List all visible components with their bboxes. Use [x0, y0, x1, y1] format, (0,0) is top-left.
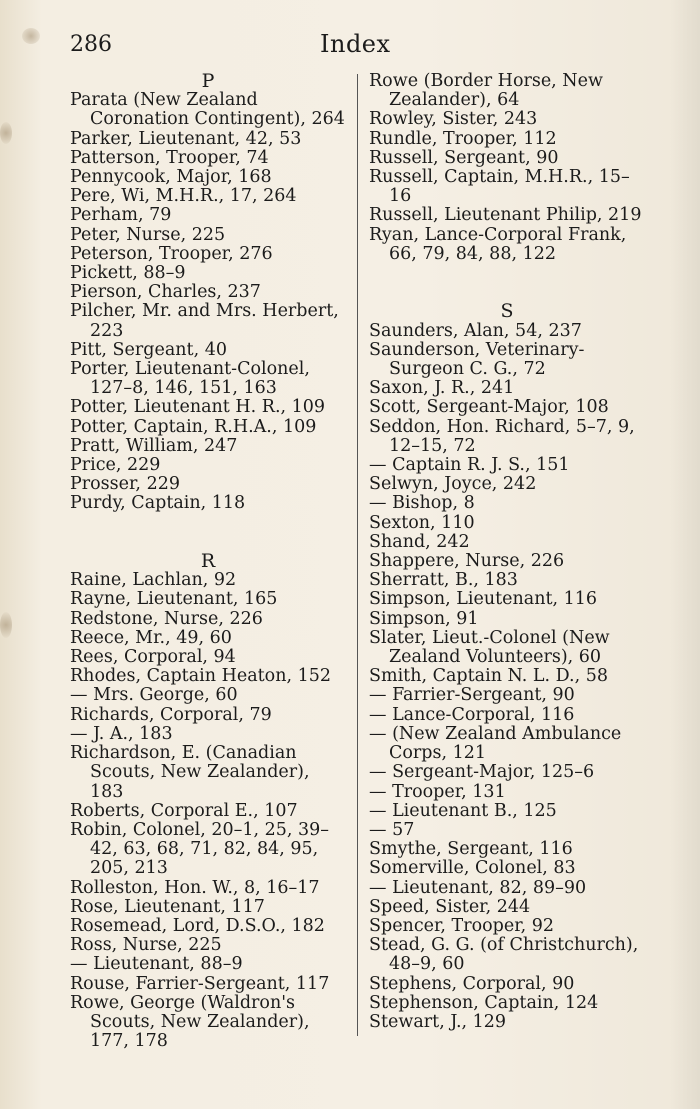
index-entry: Pilcher, Mr. and Mrs. Herbert, 223 [70, 301, 339, 341]
running-title: Index [320, 30, 391, 58]
index-entry: Price, 229 [70, 455, 161, 476]
index-entry: — Farrier-Sergeant, 90 [369, 685, 575, 706]
index-entry: Simpson, Lieutenant, 116 [369, 589, 598, 610]
index-entry: Russell, Sergeant, 90 [369, 147, 559, 168]
index-entry: Rolleston, Hon. W., 8, 16–17 [70, 877, 320, 898]
index-entry: Pere, Wi, M.H.R., 17, 264 [70, 186, 297, 207]
index-entry: — Sergeant-Major, 125–6 [369, 762, 595, 783]
index-entry: — Bishop, 8 [369, 493, 475, 514]
index-entry: — Lance-Corporal, 116 [369, 704, 575, 725]
index-entry: Redstone, Nurse, 226 [70, 608, 263, 629]
column-divider [357, 74, 358, 1036]
index-entry: — Lieutenant, 82, 89–90 [369, 877, 587, 898]
index-entry: Russell, Captain, M.H.R., 15–16 [369, 167, 630, 207]
index-entry: — J. A., 183 [70, 723, 173, 744]
index-entry: — Mrs. George, 60 [70, 685, 238, 706]
index-entry: Selwyn, Joyce, 242 [369, 474, 537, 495]
index-entry: Rundle, Trooper, 112 [369, 128, 557, 149]
index-entry: Shand, 242 [369, 531, 470, 552]
index-entry: Rowe, George (Waldron's Scouts, New Zealander), 177, 178 [70, 992, 310, 1052]
index-entry: Prosser, 229 [70, 474, 180, 495]
index-entry: Sherratt, B., 183 [369, 570, 518, 591]
index-entry: Richards, Corporal, 79 [70, 704, 272, 725]
index-entry: Ryan, Lance-Corporal Frank, 66, 79, 84, 88, 122 [369, 224, 627, 264]
index-entry: Rosemead, Lord, D.S.O., 182 [70, 915, 325, 936]
index-column-left [70, 72, 346, 1051]
index-entry: Shappere, Nurse, 226 [369, 551, 565, 572]
section-letter-s: S [500, 300, 514, 323]
index-entry: Pitt, Sergeant, 40 [70, 339, 227, 360]
index-entry: Stewart, J., 129 [369, 1011, 507, 1032]
index-entry: Pratt, William, 247 [70, 435, 238, 456]
page-edge-shadow [670, 0, 700, 1109]
index-entry: Porter, Lieutenant-Colonel, 127–8, 146, 151, 163 [70, 359, 310, 399]
index-entry: Seddon, Hon. Richard, 5–7, 9, 12–15, 72 [369, 416, 635, 456]
index-entry: Spencer, Trooper, 92 [369, 915, 555, 936]
index-entry: Russell, Lieutenant Philip, 219 [369, 205, 642, 226]
index-entry: — Captain R. J. S., 151 [369, 455, 570, 476]
page-number: 286 [70, 32, 112, 57]
index-entry: Stephenson, Captain, 124 [369, 992, 599, 1013]
index-entry: Richardson, E. (Canadian Scouts, New Zealander), 183 [70, 743, 310, 802]
index-entry: Sexton, 110 [369, 512, 475, 533]
section-letter-p: P [201, 70, 215, 92]
index-entry: Pierson, Charles, 237 [70, 282, 261, 303]
index-entry: Potter, Lieutenant H. R., 109 [70, 397, 326, 418]
index-entry: — (New Zealand Ambulance Corps, 121 [369, 723, 622, 764]
index-entry: — Trooper, 131 [369, 781, 506, 802]
index-entry: — Lieutenant, 88–9 [70, 954, 243, 975]
index-entry: Saunders, Alan, 54, 237 [369, 320, 582, 341]
index-entry: — Lieutenant B., 125 [369, 800, 557, 821]
index-entry: Scott, Sergeant-Major, 108 [369, 397, 609, 418]
section-spacer [70, 514, 346, 552]
index-entry: Rose, Lieutenant, 117 [70, 896, 265, 917]
index-entry: Rowe (Border Horse, New Zealander), 64 [369, 71, 603, 111]
index-entry: Ross, Nurse, 225 [70, 935, 222, 956]
index-entry: Rhodes, Captain Heaton, 152 [70, 666, 331, 687]
index-entry: Simpson, 91 [369, 608, 479, 629]
index-entry: Smith, Captain N. L. D., 58 [369, 666, 608, 687]
index-entry: Raine, Lachlan, 92 [70, 570, 237, 591]
index-entry: Perham, 79 [70, 205, 172, 226]
index-entry: Roberts, Corporal E., 107 [70, 800, 298, 821]
binding-mark [0, 122, 12, 144]
index-entry: Speed, Sister, 244 [369, 896, 531, 917]
index-entry: Smythe, Sergeant, 116 [369, 839, 573, 860]
index-entry: — 57 [369, 819, 415, 840]
index-entry: Rayne, Lieutenant, 165 [70, 589, 278, 610]
index-entry: Parata (New Zealand Coronation Contingent), 264 [70, 90, 345, 130]
index-entry: Pennycook, Major, 168 [70, 167, 272, 188]
index-entry: Peter, Nurse, 225 [70, 224, 226, 245]
index-entry: Rees, Corporal, 94 [70, 647, 236, 668]
index-entry: Rowley, Sister, 243 [369, 109, 538, 130]
index-entry: Stead, G. G. (of Christchurch), 48–9, 60 [369, 935, 639, 975]
index-entry: Robin, Colonel, 20–1, 25, 39–42, 63, 68, 71, 82, 84, 95, 205, 213 [70, 819, 330, 879]
index-entry: Stephens, Corporal, 90 [369, 973, 575, 994]
index-entry: Potter, Captain, R.H.A., 109 [70, 416, 317, 437]
index-entry: Peterson, Trooper, 276 [70, 243, 273, 264]
index-entry: Saunderson, Veterinary-Surgeon C. G., 72 [369, 339, 585, 380]
section-spacer [369, 264, 645, 302]
stain-mark [22, 28, 40, 44]
index-entry: Reece, Mr., 49, 60 [70, 627, 232, 648]
index-entry: Rouse, Farrier-Sergeant, 117 [70, 973, 330, 994]
index-entry: Somerville, Colonel, 83 [369, 858, 576, 879]
index-entry: Patterson, Trooper, 74 [70, 147, 269, 168]
page-header [70, 30, 640, 66]
index-entry: Pickett, 88–9 [70, 263, 186, 284]
section-letter-r: R [200, 550, 216, 573]
index-column-right [369, 72, 645, 1032]
index-entry: Purdy, Captain, 118 [70, 493, 246, 514]
index-entry: Saxon, J. R., 241 [369, 378, 515, 399]
binding-mark [0, 612, 12, 638]
index-entry: Slater, Lieut.-Colonel (New Zealand Volunteers), 60 [369, 627, 610, 668]
index-entry: Parker, Lieutenant, 42, 53 [70, 128, 302, 149]
